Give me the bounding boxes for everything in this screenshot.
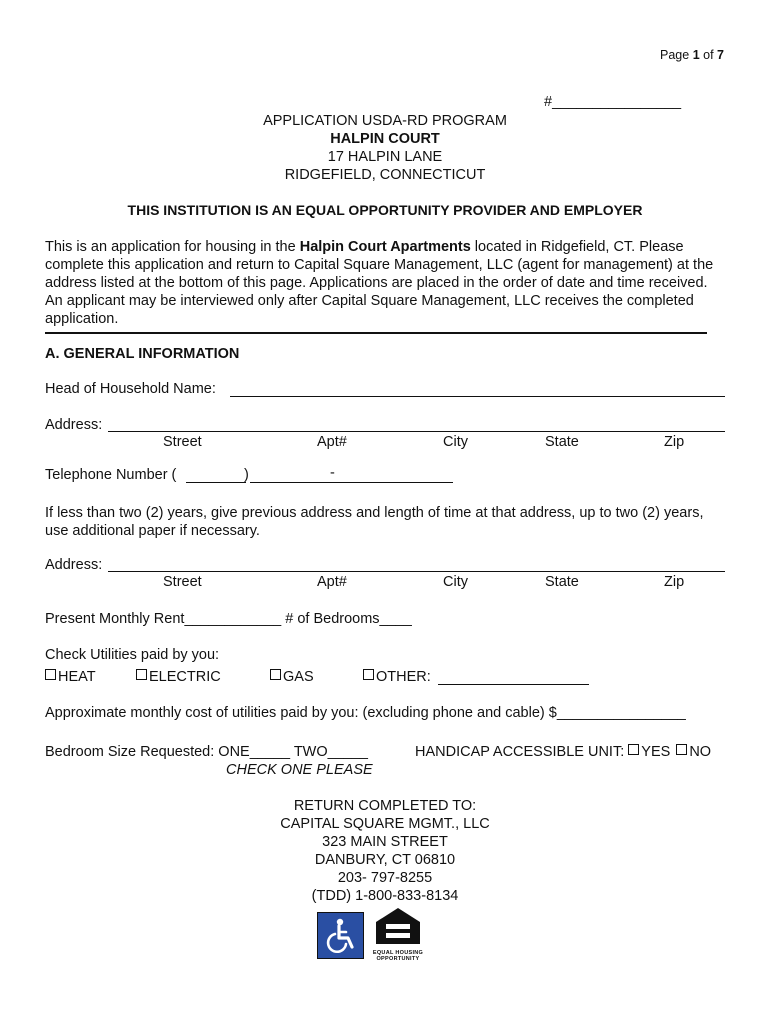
other-utility-field[interactable]	[438, 684, 589, 685]
utility-gas-option[interactable]	[270, 669, 314, 685]
page-current: 1	[692, 48, 700, 62]
zip-sublabel: Zip	[664, 434, 685, 450]
rent-label: Present Monthly Rent	[45, 611, 185, 627]
equal-opportunity-statement: THIS INSTITUTION IS AN EQUAL OPPORTUNITY PROVIDER AND EMPLOYER	[127, 202, 643, 218]
bedroom-two-label: TWO	[290, 744, 328, 760]
previous-address-field[interactable]	[108, 571, 725, 572]
handicap-yes-checkbox[interactable]	[628, 744, 639, 755]
street-sublabel: Street	[163, 434, 202, 450]
utility-other-option[interactable]	[363, 669, 431, 685]
handicap-yes-label: YES	[641, 744, 671, 760]
utility-cost-row	[45, 705, 686, 721]
rent-field[interactable]: ____________	[184, 611, 282, 627]
header-line1: APPLICATION USDA-RD PROGRAM	[263, 113, 507, 129]
head-of-household-label: Head of Household Name:	[45, 381, 216, 397]
state-sublabel: State	[545, 574, 579, 590]
handicap-label: HANDICAP ACCESSIBLE UNIT:	[415, 744, 629, 760]
application-number[interactable]	[544, 94, 681, 110]
return-city: DANBURY, CT 06810	[314, 852, 456, 868]
handicap-no-checkbox[interactable]	[676, 744, 687, 755]
application-number-prefix: #	[544, 94, 553, 110]
telephone-label: Telephone Number (	[45, 467, 177, 483]
handicap-no-label: NO	[689, 744, 712, 760]
telephone-area-code-field[interactable]	[186, 482, 246, 483]
city-sublabel: City	[443, 574, 468, 590]
utility-cost-field[interactable]: ________________	[556, 705, 686, 721]
apt-sublabel: Apt#	[317, 574, 347, 590]
intro-paragraph	[45, 238, 725, 328]
other-checkbox[interactable]	[363, 669, 374, 680]
gas-checkbox[interactable]	[270, 669, 281, 680]
header-street: 17 HALPIN LANE	[327, 149, 443, 165]
bedroom-one-field[interactable]: _____	[249, 744, 291, 760]
utilities-label: Check Utilities paid by you:	[45, 647, 220, 663]
page-label: Page	[660, 48, 690, 62]
zip-sublabel: Zip	[664, 574, 685, 590]
telephone-close-paren: )	[244, 467, 249, 483]
check-one-note: CHECK ONE PLEASE	[226, 762, 373, 778]
telephone-dash: -	[330, 465, 335, 481]
handicap-row	[415, 744, 711, 760]
gas-label: GAS	[283, 669, 314, 685]
page-of: of	[703, 48, 714, 62]
bedroom-two-field[interactable]: _____	[327, 744, 368, 760]
street-sublabel: Street	[163, 574, 202, 590]
previous-address-note: If less than two (2) years, give previous address and length of time at that address, up to two (2) years, use additional paper if necessary.	[45, 505, 704, 539]
return-tdd: (TDD) 1-800-833-8134	[311, 888, 459, 904]
return-phone: 203- 797-8255	[337, 870, 433, 886]
return-street: 323 MAIN STREET	[322, 834, 448, 850]
state-sublabel: State	[545, 434, 579, 450]
heat-checkbox[interactable]	[45, 669, 56, 680]
heat-label: HEAT	[58, 669, 96, 685]
intro-after: located in Ridgefield, CT. Please complete this application and return to Capital Square Management, LLC (agent for management) at the address listed at the bottom of this page. Applications are placed in the order of date and time received. An applicant may be interviewed only after Capital Square Management, LLC receives the completed application.	[45, 239, 714, 327]
apt-sublabel: Apt#	[317, 434, 347, 450]
equal-housing-opportunity-icon	[372, 906, 424, 962]
head-of-household-field[interactable]	[230, 396, 725, 397]
application-number-blank[interactable]: ________________	[552, 94, 682, 110]
equal-housing-text2: OPPORTUNITY	[376, 956, 420, 962]
page-number	[660, 48, 724, 62]
equal-housing-text1: EQUAL HOUSING	[372, 950, 424, 956]
telephone-number-field[interactable]	[250, 482, 453, 483]
rent-bedrooms-row	[45, 611, 412, 627]
section-divider	[45, 332, 707, 334]
bedroom-one-label: Bedroom Size Requested: ONE	[45, 744, 250, 760]
electric-label: ELECTRIC	[149, 669, 221, 685]
address-label: Address:	[45, 417, 103, 433]
other-label: OTHER:	[376, 669, 431, 685]
wheelchair-accessibility-icon	[317, 912, 364, 959]
bedroom-size-row	[45, 744, 368, 760]
city-sublabel: City	[443, 434, 468, 450]
electric-checkbox[interactable]	[136, 669, 147, 680]
return-line1: RETURN COMPLETED TO:	[293, 798, 477, 814]
utility-heat-option[interactable]	[45, 669, 96, 685]
utility-cost-label: Approximate monthly cost of utilities paid by you: (excluding phone and cable) $	[45, 705, 557, 721]
intro-before: This is an application for housing in the	[45, 239, 300, 255]
return-company: CAPITAL SQUARE MGMT., LLC	[280, 816, 490, 832]
utility-electric-option[interactable]	[136, 669, 221, 685]
page-total: 7	[717, 48, 724, 62]
header-city: RIDGEFIELD, CONNECTICUT	[284, 167, 486, 183]
previous-address-label: Address:	[45, 557, 103, 573]
header-property-name: HALPIN COURT	[330, 131, 440, 147]
bedrooms-label: # of Bedrooms	[281, 611, 380, 627]
bedrooms-field[interactable]: ____	[379, 611, 412, 627]
intro-property-bold: Halpin Court Apartments	[299, 239, 471, 255]
address-field[interactable]	[108, 431, 725, 432]
section-a-title: A. GENERAL INFORMATION	[45, 346, 240, 362]
